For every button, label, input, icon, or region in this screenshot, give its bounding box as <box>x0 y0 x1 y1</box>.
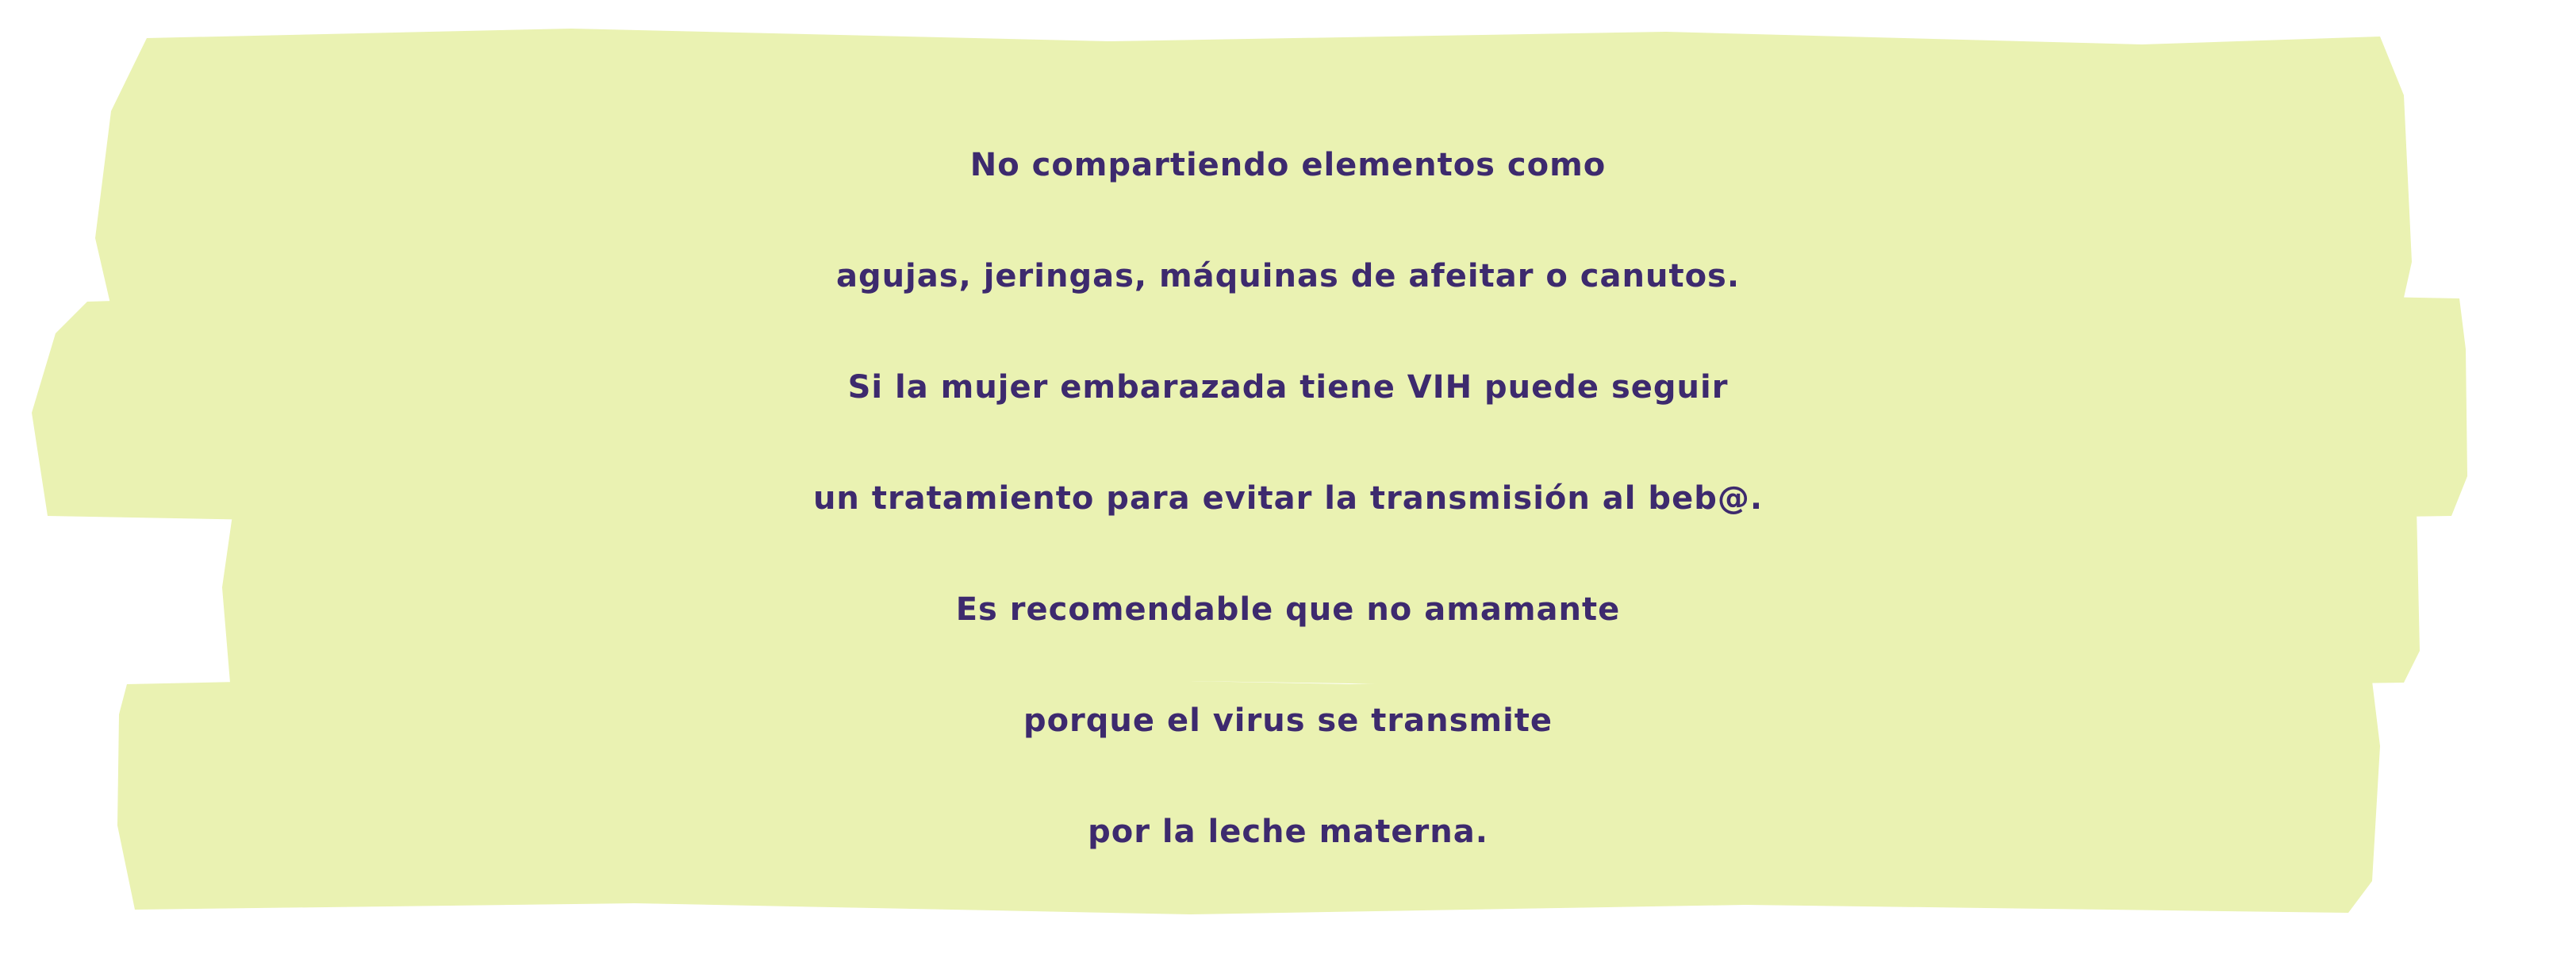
message-line-3: Si la mujer embarazada tiene VIH puede seguir <box>847 369 1729 406</box>
message-line-4: un tratamiento para evitar la transmisión al beb@. <box>812 480 1764 517</box>
message-line-1: No compartiendo elementos como <box>969 147 1607 183</box>
message-line-6: porque el virus se transmite <box>1023 702 1553 739</box>
message-line-5: Es recomendable que no amamante <box>955 591 1621 628</box>
message-line-7: por la leche materna. <box>1088 814 1488 850</box>
message-text <box>0 110 2576 887</box>
message-line-2: agujas, jeringas, máquinas de afeitar o canutos. <box>835 258 1741 294</box>
